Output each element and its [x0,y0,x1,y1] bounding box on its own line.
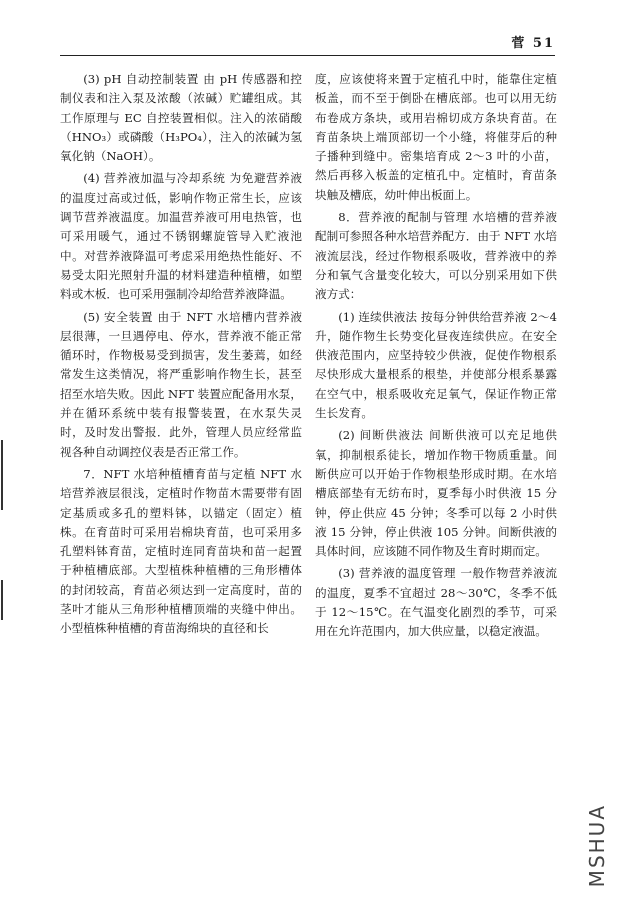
paragraph-safety-device: (5) 安全装置 由于 NFT 水培槽内营养液层很薄，一旦遇停电、停水，营养液不能正常循环时，作物极易受到损害，发生萎蔫，如经常发生这类情况，将严重影响作物生长，甚至招至水培失败。因此 NFT 装置应配备用水泵，并在循环系统中装有报警装置，在水泵失灵时，及时发出警报．此外，管理人员应经常监视各种自动调控仪表是否正常工作。 [60,309,302,459]
left-column [60,70,302,642]
header-rule [60,55,555,56]
running-header [60,30,555,56]
watermark: MSHUA [585,803,609,887]
paragraph-heating-cooling: (4) 营养液加温与冷却系统 为免避营养液的温度过高或过低，影响作物正常生长，应该调节营养液温度。加温营养液可用电热管，也可采用暖气，通过不锈钢螺旋管导入贮液池中。对营养液降温可考虑采用绝热性能好、不易受太阳光照射升温的材料建造种植槽，如塑料或木板．也可采用强制冷却给营养液降温。 [60,171,302,302]
paragraph-seedling-planting: 7．NFT 水培种植槽育苗与定植 NFT 水培营养液层很浅，定植时作物苗木需要带有固定基质或多孔的塑料钵，以锚定（固定）植株。在育苗时可采用岩棉块育苗，也可采用多孔塑料钵育苗，定植时连同育苗块和苗一起置于种植槽底部。大型植株种植槽的三角形槽体的封闭较高，育苗必须达到一定高度时，苗的茎叶才能从三角形种植槽顶端的夹缝中伸出。小型植株种植槽的育苗海绵块的直径和长 [60,466,302,636]
scan-edge-mark [1,580,3,620]
paragraph-continuous-supply: (1) 连续供液法 按每分钟供给营养液 2～4 升，随作物生长势变化昼夜连续供应。在安全供液范围内，应坚持较少供液，促使作物根系尽快形成大量根系的根垫，并使部分根系暴露在空气中，根系吸收充足氧气，保证作物正常生长发育。 [315,309,557,421]
paragraph-intermittent-supply: (2) 间断供液法 间断供液可以充足地供氧，抑制根系徒长，增加作物干物质重量。间断供应可以开始于作物根垫形成时期。在水培槽底部垫有无纺布时，夏季每小时供液 15 分钟，停止供应 45 分钟；冬季可以每 2 小时供液 15 分钟，停止供液 105 分钟。间断供液的具体时间，应该随不同作物及生育时期而定。 [315,428,557,559]
paragraph-ph-control: (3) pH 自动控制装置 由 pH 传感器和控制仪表和注入泵及浓酸（浓碱）贮罐组成。其工作原理与 EC 自控装置相似。注入的浓硝酸（HNO₃）或磷酸（H₃PO₄），注入的浓碱为氢氧化钠（NaOH）。 [60,72,302,164]
right-column [315,70,557,645]
paragraph-continued: 度，应该使将来置于定植孔中时，能靠住定植板盖，而不至于倒卧在槽底部。也可以用无纺布卷成方条块，或用岩棉切成方条块育苗。在育苗条块上端顶部切一个小缝，将催芽后的种子播种到缝中。密集培育成 2～3 叶的小苗，然后再移入板盖的定植孔中。定植时，育苗条块触及槽底，幼叶伸出板面上。 [315,72,557,202]
paragraph-temperature-management: (3) 营养液的温度管理 一般作物营养液流的温度，夏季不宜超过 28～30℃，冬季不低于 12～15℃。在气温变化剧烈的季节，可采用在允许范围内，加大供应量，以稳定液温。 [315,566,557,639]
scan-edge-mark [1,440,3,510]
page-number-header: 菅 51 [511,36,555,51]
paragraph-nutrient-solution: 8．营养液的配制与管理 水培槽的营养液配制可参照各种水培营养配方．由于 NFT 水培液流层浅，经过作物根系吸收，营养液中的养分和氧气含量变化较大，可以分别采用如下供液方式： [315,210,557,302]
